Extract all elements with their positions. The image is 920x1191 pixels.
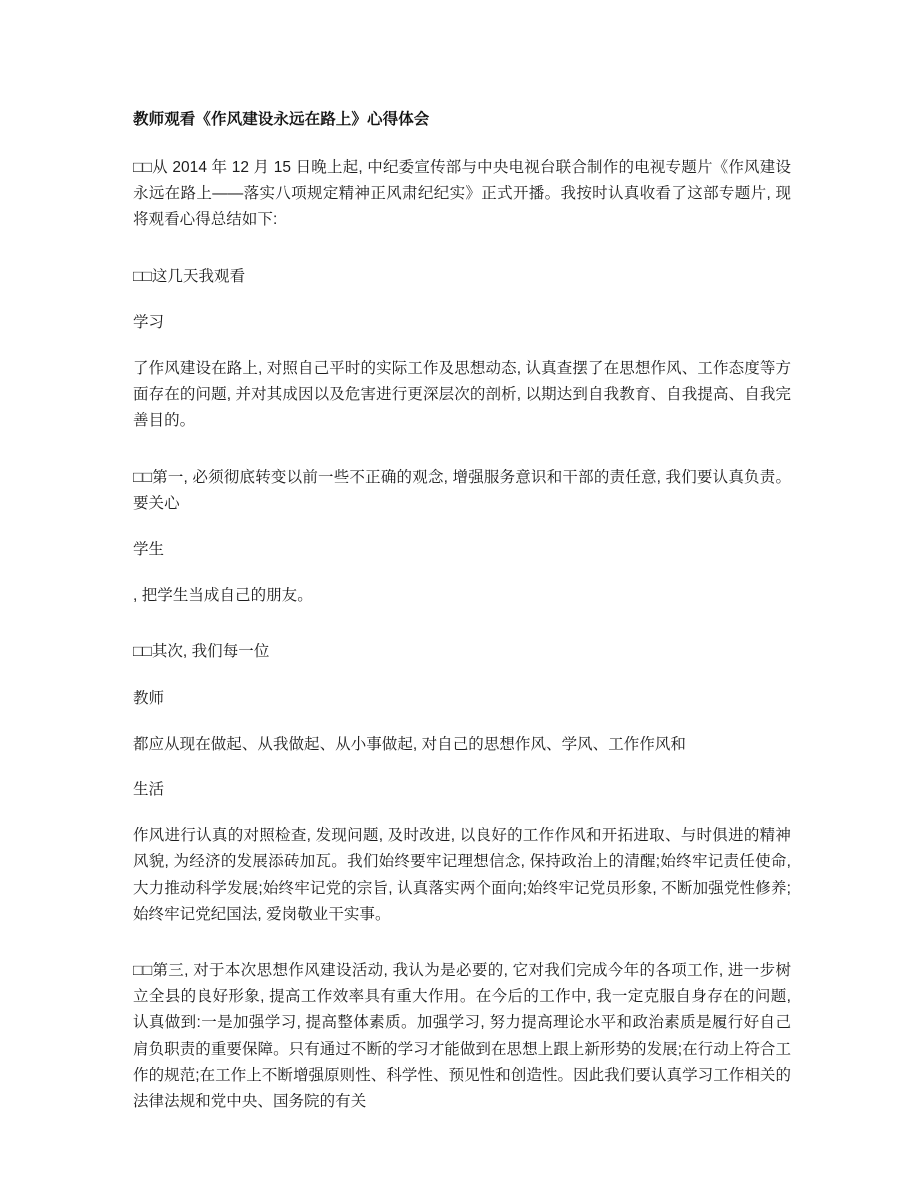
paragraph-point-first: □□第一, 必须彻底转变以前一些不正确的观念, 增强服务意识和干部的责任意, 我们要认真负责。要关心 [133, 468, 791, 512]
paragraph-point-first-tail: , 把学生当成自己的朋友。 [133, 587, 313, 605]
document-body [133, 107, 796, 1115]
paragraph-section-one-body: 了作风建设在路上, 对照自己平时的实际工作及思想动态, 认真查摆了在思想作风、工作态度等方面存在的问题, 并对其成因以及危害进行更深层次的剖析, 以期达到自我教育、自我提高、自我完善目的。 [133, 360, 791, 430]
paragraph-point-third: □□第三, 对于本次思想作风建设活动, 我认为是必要的, 它对我们完成今年的各项工作, 进一步树立全县的良好形象, 提高工作效率具有重大作用。在今后的工作中, 我一定克服自身存在的问题, 认真做到:一是加强学习, 提高整体素质。加强学习, 努力提高理论水平和政治素质是履行好自己肩负职责的重要保障。只有通过不断的学习才能做到在思想上跟上新形势的发展;在行动上符合工作的规范;在工作上不断增强原则性、科学性、预见性和创造性。因此我们要认真学习工作相关的法律法规和党中央、国务院的有关 [133, 962, 796, 1111]
paragraph-keyword-student: 学生 [133, 541, 165, 559]
paragraph-point-second-tail: 作风进行认真的对照检查, 发现问题, 及时改进, 以良好的工作作风和开拓进取、与时俱进的精神风貌, 为经济的发展添砖加瓦。我们始终要牢记理想信念, 保持政治上的清醒;始终牢记责任使命, 大力推动科学发展;始终牢记党的宗旨, 认真落实两个面向;始终牢记党员形象, 不断加强党性修养;始终牢记党纪国法, 爱岗敬业干实事。 [133, 827, 796, 923]
paragraph-keyword-study: 学习 [133, 313, 165, 331]
paragraph-keyword-teacher: 教师 [133, 689, 165, 707]
paragraph-section-one-lead: □□这几天我观看 [133, 267, 246, 285]
paragraph-point-second: □□其次, 我们每一位 [133, 643, 270, 661]
paragraph-point-second-body: 都应从现在做起、从我做起、从小事做起, 对自己的思想作风、学风、工作作风和 [133, 735, 686, 753]
paragraph-intro: □□从 2014 年 12 月 15 日晚上起, 中纪委宣传部与中央电视台联合制作的电视专题片《作风建设永远在路上——落实八项规定精神正风肃纪纪实》正式开播。我按时认真收看了这部专题片, 现将观看心得总结如下: [133, 159, 791, 229]
paragraph-keyword-life: 生活 [133, 781, 165, 799]
page-title: 教师观看《作风建设永远在路上》心得体会 [133, 111, 430, 128]
